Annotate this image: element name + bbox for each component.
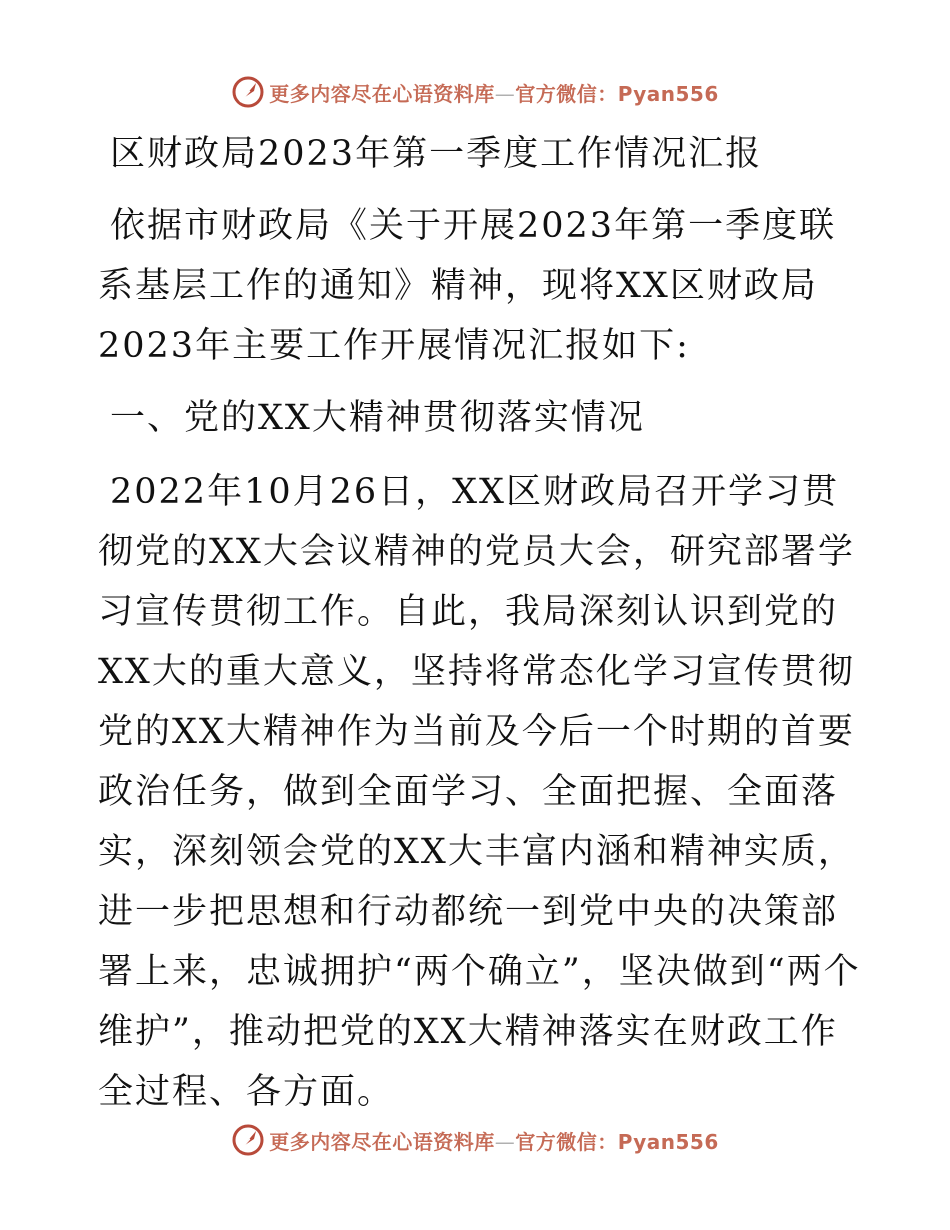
document-title: 区财政局2023年第一季度工作情况汇报 <box>110 134 763 174</box>
feather-logo-icon <box>231 75 265 109</box>
feather-logo-icon <box>231 1123 265 1157</box>
watermark-header <box>0 72 950 112</box>
watermark-text: 更多内容尽在心语资料库—官方微信：Pyan556 <box>269 81 719 106</box>
section-heading: 一、党的XX大精神贯彻落实情况 <box>110 398 645 438</box>
section-paragraph: 2022年10月26日，XX区财政局召开学习贯彻党的XX大会议精神的党员大会，研究部署学习宣传贯彻工作。自此，我局深刻认识到党的XX大的重大意义，坚持将常态化学习宣传贯彻党的XX大精神作为当前及今后一个时期的首要政治任务，做到全面学习、全面把握、全面落实，深刻领会党的XX大丰富内涵和精神实质，进一步把思想和行动都统一到党中央的决策部署上来，忠诚拥护“两个确立”，坚决做到“两个维护”，推动把党的XX大精神落实在财政工作全过程、各方面。 <box>98 472 861 1112</box>
intro-paragraph: 依据市财政局《关于开展2023年第一季度联系基层工作的通知》精神，现将XX区财政局2023年主要工作开展情况汇报如下: <box>98 206 837 366</box>
document-body <box>98 120 863 1122</box>
watermark-text: 更多内容尽在心语资料库—官方微信：Pyan556 <box>269 1129 719 1154</box>
watermark-footer <box>0 1120 950 1160</box>
